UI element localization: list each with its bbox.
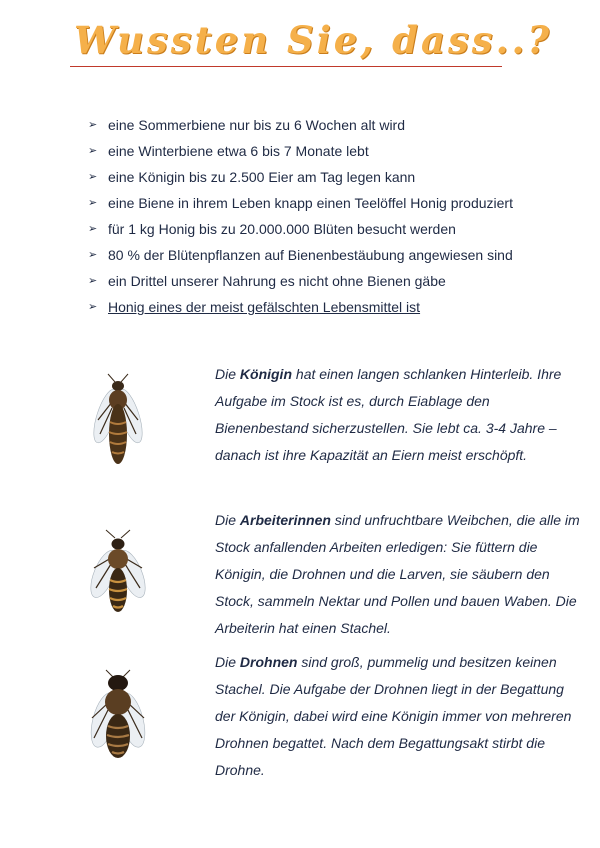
fact-text: eine Königin bis zu 2.500 Eier am Tag legen kann <box>108 169 416 185</box>
arrow-bullet-icon: ➢ <box>88 301 98 313</box>
list-item <box>86 138 513 164</box>
list-item <box>86 268 513 294</box>
list-item[interactable] <box>86 294 513 320</box>
worker-description <box>215 507 580 642</box>
paragraph-text: Die <box>215 366 240 382</box>
worker-bee-icon <box>82 528 154 628</box>
arrow-bullet-icon: ➢ <box>88 197 98 209</box>
paragraph-text: Die <box>215 512 240 528</box>
drone-term: Drohnen <box>239 654 298 670</box>
arrow-bullet-icon: ➢ <box>88 171 98 183</box>
fact-text: eine Biene in ihrem Leben knapp einen Teelöffel Honig produziert <box>108 195 513 211</box>
list-item <box>86 242 513 268</box>
paragraph-text: Die <box>215 654 240 670</box>
arrow-bullet-icon: ➢ <box>88 275 98 287</box>
title-underline <box>70 66 502 67</box>
page-title: Wussten Sie, dass..? <box>74 18 553 62</box>
fact-text: ein Drittel unserer Nahrung es nicht ohne Bienen gäbe <box>108 273 446 289</box>
arrow-bullet-icon: ➢ <box>88 249 98 261</box>
fact-text: für 1 kg Honig bis zu 20.000.000 Blüten besucht werden <box>108 221 456 237</box>
fact-text: 80 % der Blütenpflanzen auf Bienenbestäubung angewiesen sind <box>108 247 513 263</box>
worker-term: Arbeiterinnen <box>239 512 331 528</box>
queen-bee-icon <box>82 372 154 472</box>
drone-description <box>215 649 580 784</box>
fact-text: eine Winterbiene etwa 6 bis 7 Monate lebt <box>108 143 369 159</box>
list-item <box>86 190 513 216</box>
paragraph-text: sind groß, pummelig und besitzen keinen Stachel. Die Aufgabe der Drohnen liegt in der Begattung der Königin, dabei wird eine Königin immer von mehreren Drohnen begattet. Nach dem Begattungsakt stirbt die Drohne. <box>215 654 572 778</box>
paragraph-text: sind unfruchtbare Weibchen, die alle im Stock anfallenden Arbeiten erledigen: Sie füttern die Königin, die Drohnen und die Larven, sie säubern den Stock, sammeln Nektar und Pollen und bauen Waben. Die Arbeiterin hat einen Stachel. <box>215 512 580 636</box>
list-item <box>86 164 513 190</box>
fact-link[interactable]: Honig eines der meist gefälschten Lebensmittel ist <box>108 299 421 315</box>
facts-list <box>86 112 513 320</box>
queen-term: Königin <box>239 366 293 382</box>
arrow-bullet-icon: ➢ <box>88 223 98 235</box>
drone-bee-icon <box>82 668 154 768</box>
list-item <box>86 216 513 242</box>
paragraph-text: hat einen langen schlanken Hinterleib. Ihre Aufgabe im Stock ist es, durch Eiablage den Bienenbestand sicherzustellen. Sie lebt ca. 3-4 Jahre – danach ist ihre Kapazität an Eiern meist erschöpft. <box>215 366 562 463</box>
arrow-bullet-icon: ➢ <box>88 145 98 157</box>
queen-description <box>215 361 580 469</box>
fact-text: eine Sommerbiene nur bis zu 6 Wochen alt wird <box>108 117 406 133</box>
arrow-bullet-icon: ➢ <box>88 119 98 131</box>
list-item <box>86 112 513 138</box>
